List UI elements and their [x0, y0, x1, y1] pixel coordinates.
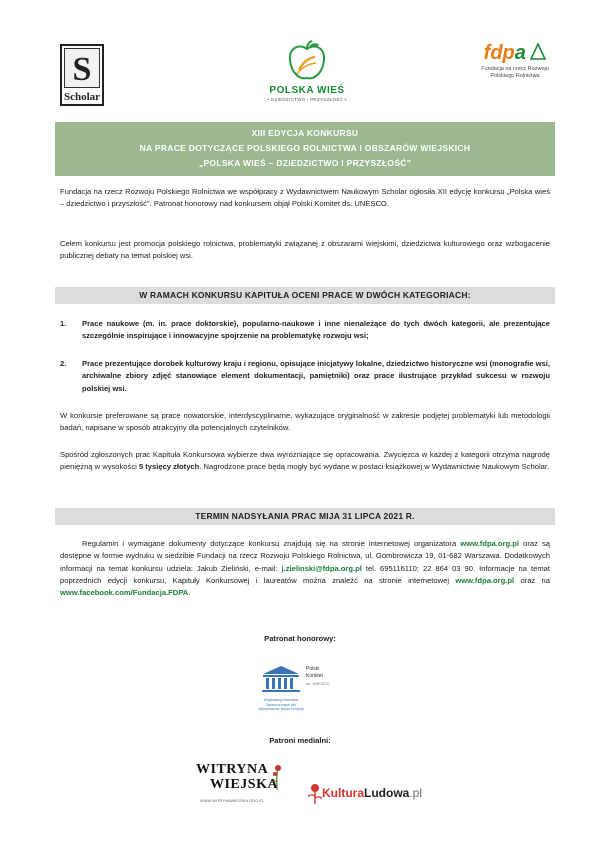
list-item-number: 1. — [60, 319, 67, 328]
fdpa-logo — [470, 40, 560, 80]
polska-wies-logo-subtitle: • DZIEDZICTWO I PRZYSZŁOŚĆ • — [267, 97, 347, 102]
kultura-dark: Ludowa — [364, 786, 410, 800]
apple-icon — [285, 40, 329, 84]
award-amount: 5 tysięcy złotych — [138, 462, 200, 472]
preferred-paragraph: W konkursie preferowane są prace nowatorskie, interdyscyplinarne, wykazujące oryginalność w zakresie podjętej problematyki lub metodologii badań, napisane w sposób atrakcyjny dla potencjalnych czytelników. — [60, 411, 550, 433]
list-item-number: 2. — [60, 359, 67, 368]
facebook-link[interactable]: www.facebook.com/Fundacja.FDPA — [60, 588, 189, 598]
title-band — [55, 122, 555, 176]
unesco-line-1: Polski — [306, 666, 320, 672]
scholar-logo-glyph: S — [64, 48, 100, 88]
categories-heading: W RAMACH KONKURSU KAPITUŁA OCENI PRACE W DWÓCH KATEGORIACH: — [55, 287, 555, 304]
kultura-ludowa-logo — [308, 780, 448, 810]
kultura-red: Kultura — [322, 786, 364, 800]
kultura-ludowa-text — [322, 785, 422, 801]
unesco-line-3: ds. UNESCO — [306, 681, 330, 686]
fdpa-website-link[interactable]: www.fdpa.org.pl — [460, 539, 520, 548]
fdpa-website-link-2[interactable]: www.fdpa.org.pl — [455, 575, 515, 585]
awards-text-after: . Nagrodzone prace będą mogły być wydane w postaci książkowej w Wydawnictwie Naukowym Scholar. — [199, 462, 550, 472]
header-logos — [60, 40, 560, 112]
contact-text-4: oraz na — [514, 575, 550, 585]
contact-text-5: . — [188, 588, 191, 598]
polska-wies-logo — [248, 40, 366, 102]
media-patrons-label: Patroni medialni: — [269, 736, 331, 745]
goal-paragraph: Celem konkursu jest promocja polskiego rolnictwa, problematyki związanej z obszarami wiejskimi, dziedzictwa kulturowego oraz wzbogacenie publicznej debaty na temat polskiej wsi. — [60, 239, 550, 261]
fdpa-logo-mark-a: a — [514, 42, 526, 64]
scholar-logo — [60, 44, 104, 106]
list-item — [60, 358, 550, 395]
unesco-org-text: Organizacja Narodów Zjednoczonych dla Wychowania, Nauki i Kultury — [258, 698, 304, 711]
intro-paragraph: Fundacja na rzecz Rozwoju Polskiego Rolnictwa we współpracy z Wydawnictwem Naukowym Scholar ogłosiła XII edycję konkursu „Polska wieś – dziedzictwo i przyszłość". Patronat honorowy nad konkursem objął Polski Komitet ds. UNESCO. — [60, 187, 550, 209]
title-line-2: NA PRACE DOTYCZĄCE POLSKIEGO ROLNICTWA I OBSZARÓW WIEJSKICH — [139, 143, 471, 153]
flower-icon — [308, 782, 322, 804]
unesco-line-2: Komitet — [306, 673, 323, 679]
contact-text-1: Regulamin i wymagane dokumenty dotyczące konkursu znajdują się na stronie internetowej organizatora — [82, 539, 461, 548]
list-item-text: Prace naukowe (m. in. prace doktorskie), popularno-naukowe i inne nienależące do tych dwóch kategorii, ale prezentujące szczególnie inspirujące i innowacyjne spojrzenie na problematykę rozwoju wsi; — [82, 319, 550, 341]
fdpa-logo-line2: Polskiego Rolnictwa — [490, 73, 540, 79]
flower-icon — [270, 764, 284, 790]
title-line-3: „POLSKA WIEŚ – DZIEDZICTWO I PRZYSZŁOŚĆ" — [198, 158, 412, 168]
witryna-line-2: WIEJSKA — [210, 777, 279, 792]
kultura-pl: .pl — [409, 786, 423, 800]
polska-wies-logo-title: POLSKA WIEŚ — [269, 85, 345, 96]
triangle-icon — [530, 43, 546, 61]
awards-text-before: Spośród zgłoszonych prac Kapituła Konkursowa wybierze dwa wyróżniające się opracowania. Zwycięzca w każdej z kategorii otrzyma nagrodę pieniężną w wysokości — [60, 450, 550, 472]
unesco-temple-icon — [260, 664, 302, 694]
unesco-committee-text — [306, 666, 330, 687]
contact-text-2: oraz są dostępne w formie wydruku w siedzibie Fundacji na rzecz Rozwoju Polskiego Rolnictwa, ul. Gombrowicza 19, 01-682 Warszawa. Dodatkowych informacji na temat konkursu udziela: Jakub Zieliński, e-mail: — [60, 539, 550, 573]
fdpa-logo-line1: Fundacja na rzecz Rozwoju — [481, 66, 549, 72]
fdpa-logo-mark: fdp — [483, 42, 515, 64]
list-item — [60, 318, 550, 343]
witryna-wiejska-logo — [196, 762, 286, 820]
list-item-text: Prace prezentujące dorobek kulturowy kraju i regionu, opisujące inicjatywy lokalne, dziedzictwo historyczne wsi (monografie wsi, archiwalne zbiory zdjęć stanowiące element dokumentacji, pamiętniki) oraz prace ilustrujące przykład sukcesu w rozwoju polskiej wsi. — [82, 359, 550, 393]
awards-paragraph — [60, 449, 550, 474]
contact-text-3: tel. 695116110; 22 864 03 90. Informacje na temat poprzednich edycji konkursu, Kapituły Konkursowej i laureatów można znaleźć na stronie internetowej — [60, 563, 550, 585]
email-link[interactable]: j.zielinski@fdpa.org.pl — [281, 563, 362, 573]
witryna-line-1: WITRYNA — [196, 762, 269, 777]
title-line-1: XIII EDYCJA KONKURSU — [251, 128, 359, 138]
scholar-logo-label: Scholar — [63, 91, 101, 103]
witryna-url: WWW.WITRYNAWIEJSKA.ORG.PL — [200, 798, 265, 803]
unesco-logo — [256, 658, 366, 720]
patronage-label: Patronat honorowy: — [264, 634, 336, 643]
deadline-heading: TERMIN NADSYŁANIA PRAC MIJA 31 LIPCA 2021 R. — [55, 508, 555, 525]
contact-paragraph — [60, 538, 550, 599]
